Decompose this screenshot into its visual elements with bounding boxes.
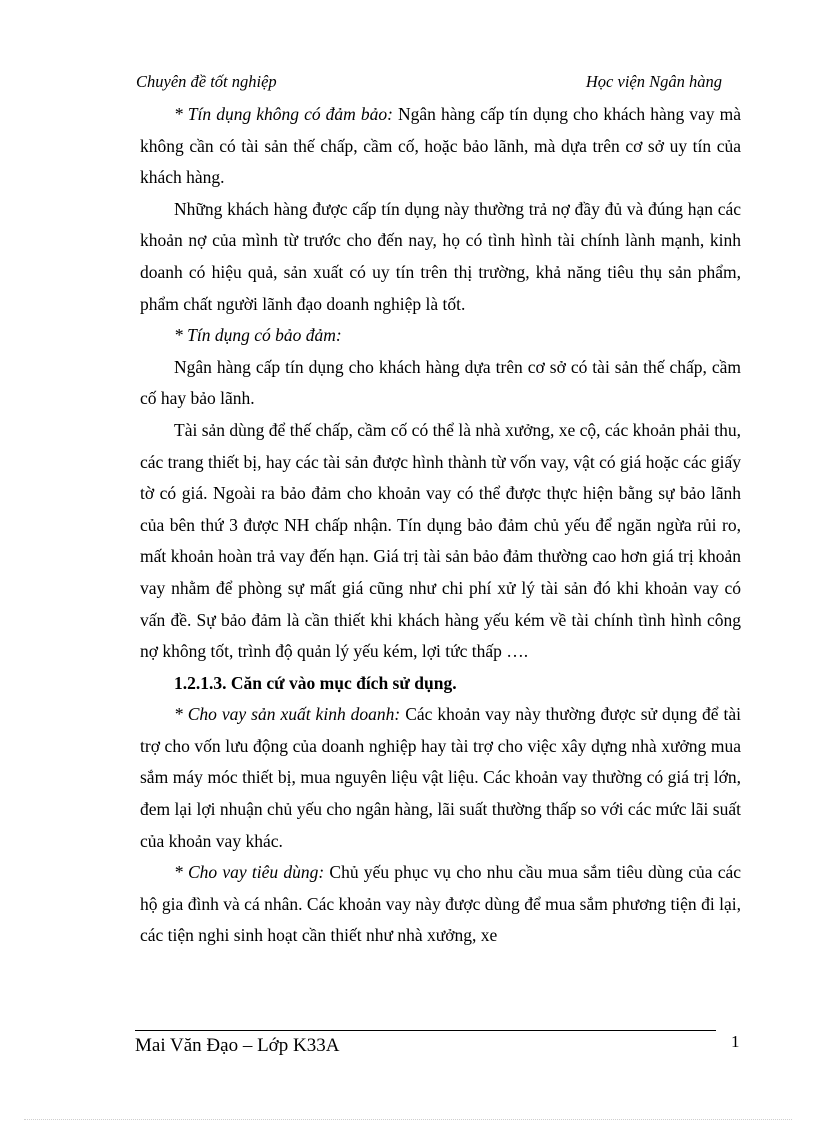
footer-author: Mai Văn Đạo – Lớp K33A [135,1035,340,1056]
paragraph-lead: * Tín dụng có bảo đảm: [174,325,342,346]
paragraph-secured-credit-title [140,320,741,352]
paragraph-secured-credit: Ngân hàng cấp tín dụng cho khách hàng dựa trên cơ sở có tài sản thế chấp, cầm cố hay bảo lãnh. [140,356,741,409]
page-number: 1 [731,1032,740,1051]
page-header [136,72,722,96]
paragraph-text: Các khoản vay này thường được sử dụng để tài trợ cho vốn lưu động của doanh nghiệp hay tài trợ cho việc xây dựng nhà xưởng mua sắm máy móc thiết bị, mua nguyên liệu vật liệu. Các khoản vay thường có giá trị lớn, đem lại lợi nhuận chủ yếu cho ngân hàng, lãi suất thường thấp so với các mức lãi suất của khoản vay khác. [140,704,741,851]
paragraph-unsecured-credit [140,99,741,194]
paragraph-lead: * Cho vay tiêu dùng: [174,862,325,883]
footer-divider [135,1030,716,1031]
document-body [140,99,741,952]
header-document-type: Chuyên đề tốt nghiệp [136,72,277,91]
paragraph-business-loans [140,699,741,857]
page-edge-divider [24,1119,792,1120]
paragraph-customer-profile: Những khách hàng được cấp tín dụng này thường trả nợ đầy đủ và đúng hạn các khoản nợ của mình từ trước cho đến nay, họ có tình hình tài chính lành mạnh, kinh doanh có hiệu quả, sản xuất có uy tín trên thị trường, khả năng tiêu thụ sản phẩm, phẩm chất người lãnh đạo doanh nghiệp là tốt. [140,198,741,314]
paragraph-collateral: Tài sản dùng để thế chấp, cầm cố có thể là nhà xưởng, xe cộ, các khoản phải thu, các trang thiết bị, hay các tài sản được hình thành từ vốn vay, vật có giá hoặc các giấy tờ có giá. Ngoài ra bảo đảm cho khoản vay có thể được thực hiện bằng sự bảo lãnh của bên thứ 3 được NH chấp nhận. Tín dụng bảo đảm chủ yếu để ngăn ngừa rủi ro, mất khoản hoàn trả vay đến hạn. Giá trị tài sản bảo đảm thường cao hơn giá trị khoản vay nhằm để phòng sự mất giá cũng như chi phí xử lý tài sản đó khi khoản vay có vấn đề. Sự bảo đảm là cần thiết khi khách hàng yếu kém về tài chính tình hình công nợ không tốt, trình độ quản lý yếu kém, lợi tức thấp …. [140,419,741,662]
paragraph-text: Chủ yếu phục vụ cho nhu cầu mua sắm tiêu dùng của các hộ gia đình và cá nhân. Các khoản vay này được dùng để mua sắm phương tiện đi lại, các tiện nghi sinh hoạt cần thiết như nhà xưởng, xe [140,862,742,946]
header-institution: Học viện Ngân hàng [585,72,722,91]
paragraph-lead: * Cho vay sản xuất kinh doanh: [174,704,401,725]
paragraph-consumer-loans [140,857,741,952]
section-heading: 1.2.1.3. Căn cứ vào mục đích sử dụng. [174,672,457,693]
paragraph-lead: * Tín dụng không có đảm bảo: [174,104,393,124]
paragraph-text: Ngân hàng cấp tín dụng cho khách hàng vay mà không cần có tài sản thế chấp, cầm cố, hoặc bảo lãnh, mà dựa trên cơ sở uy tín của khách hàng. [140,104,741,188]
